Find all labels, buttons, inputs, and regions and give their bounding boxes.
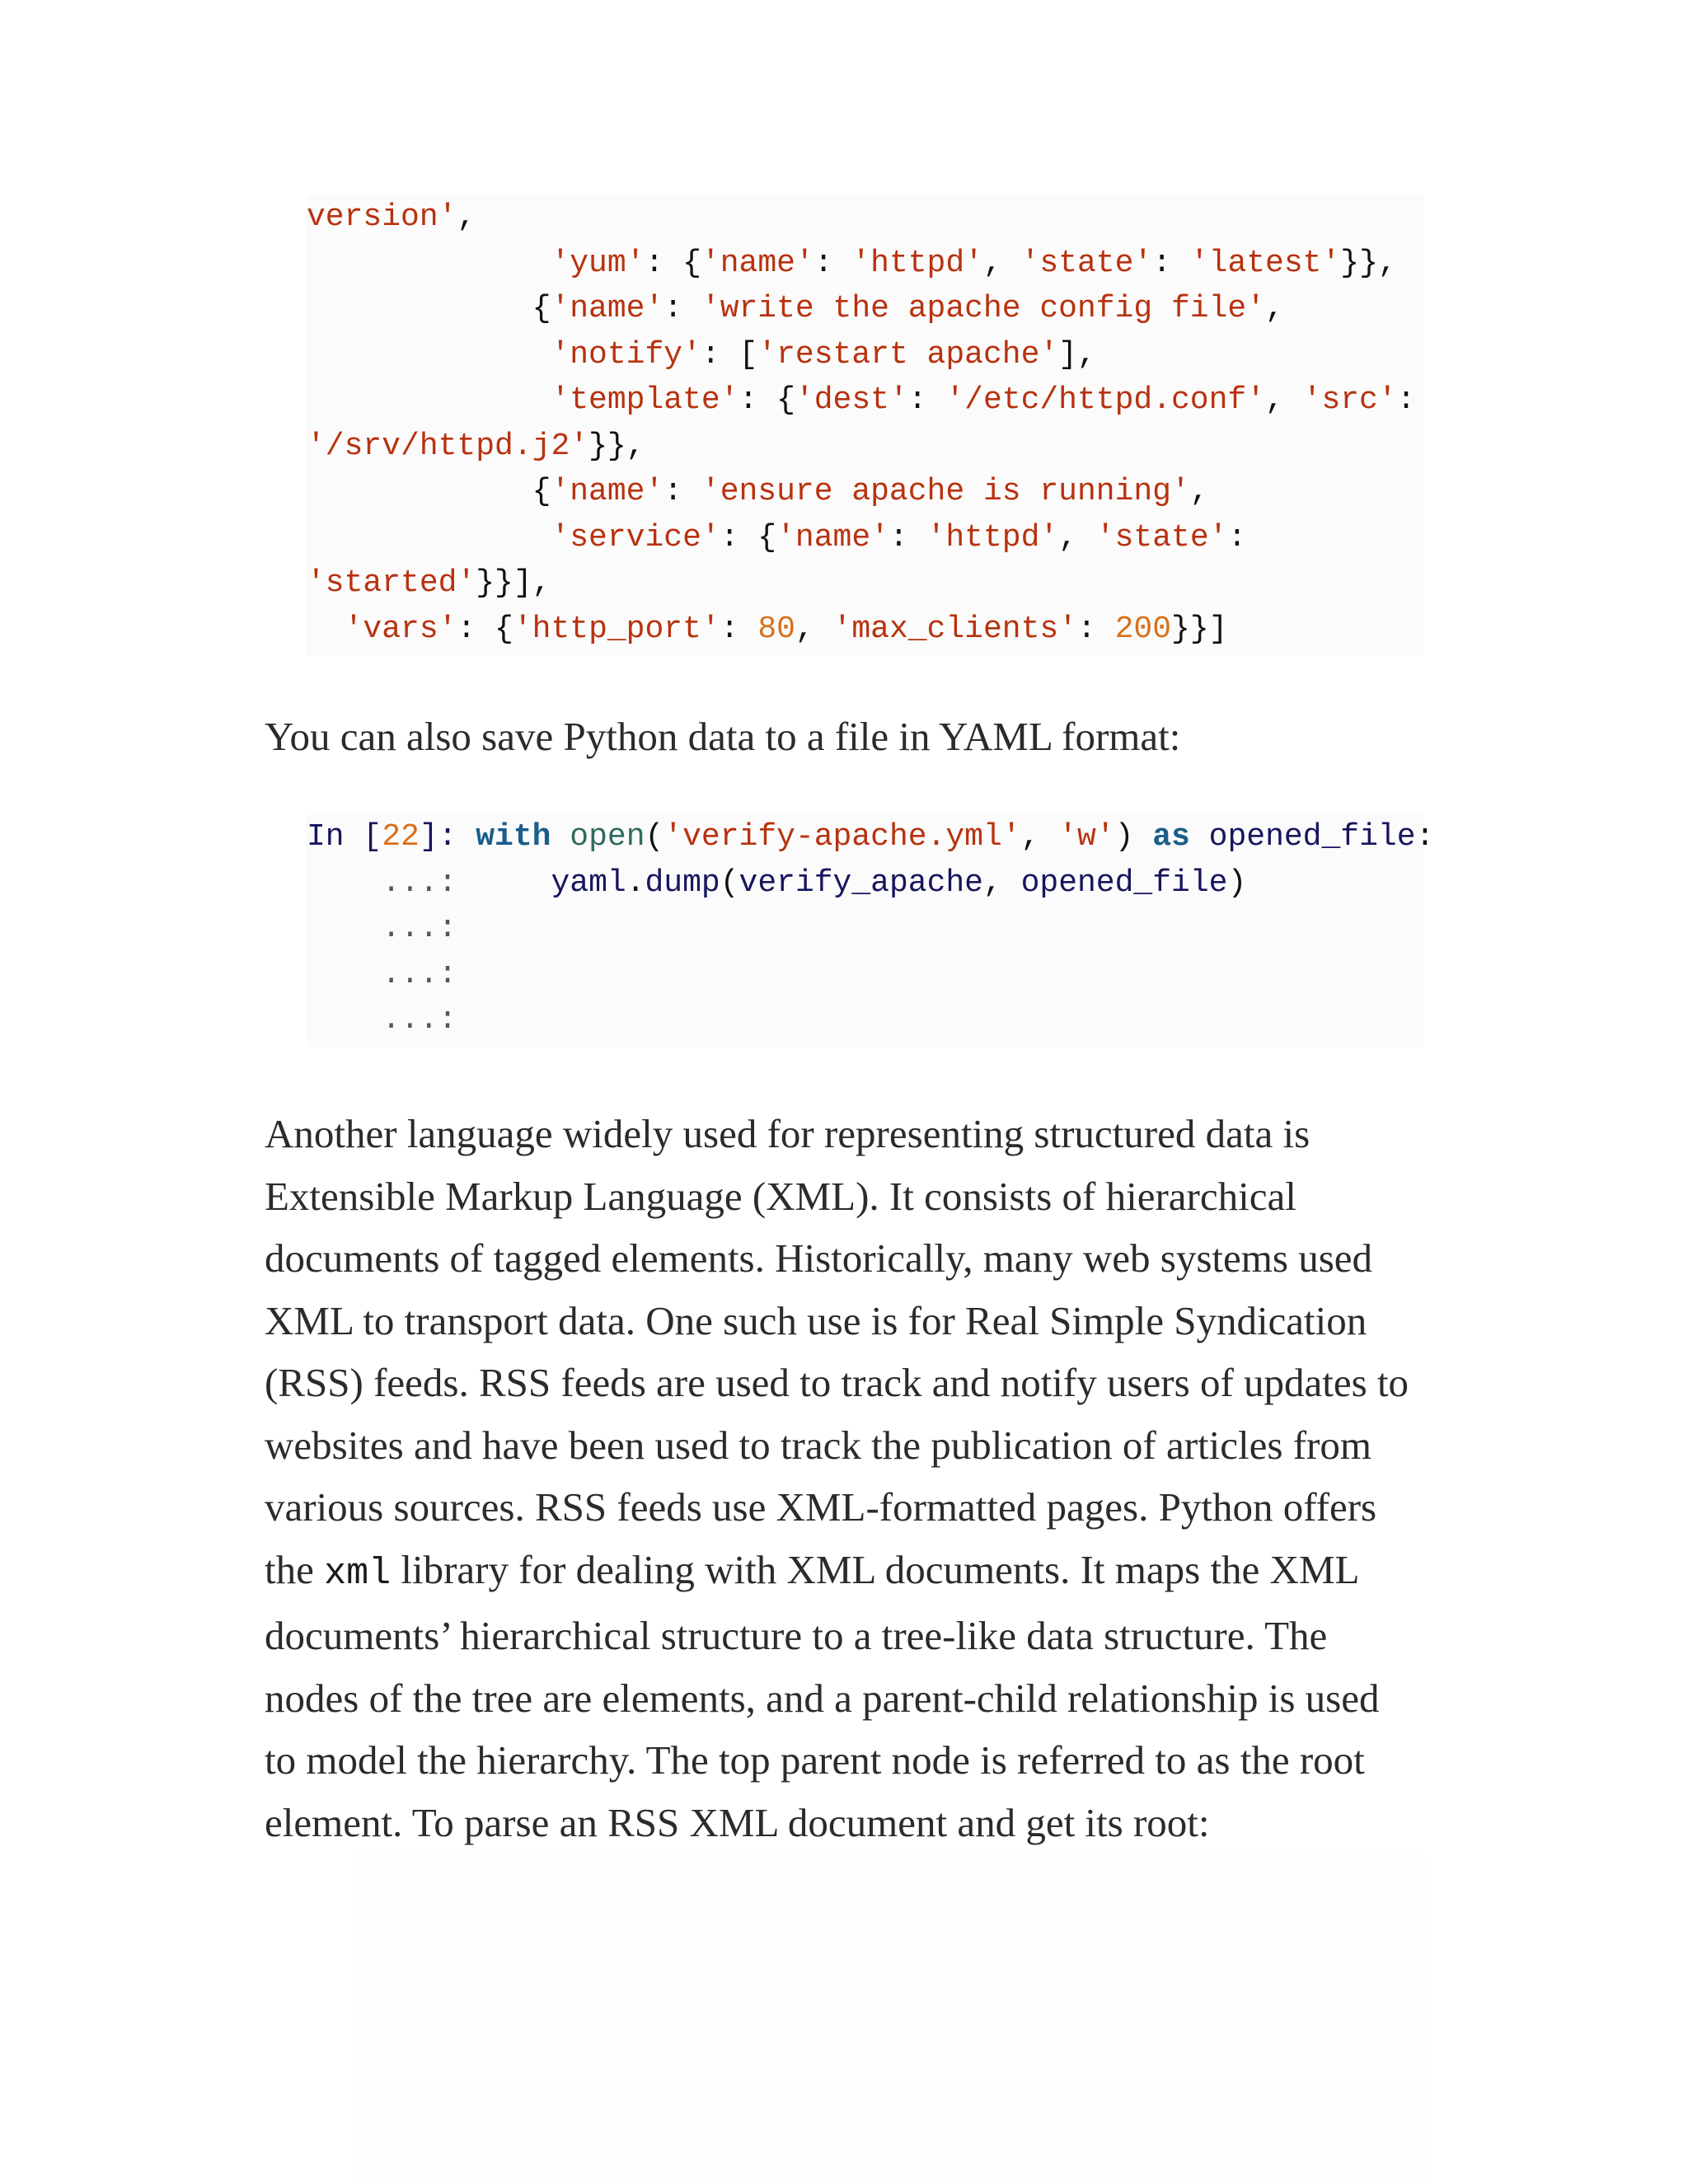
code-token: ]: (419, 819, 476, 855)
code-token: , (1265, 291, 1284, 326)
code-token: 'state' (1020, 245, 1153, 281)
code-token (307, 337, 551, 373)
code-token: yaml (551, 865, 626, 901)
code-token: { (307, 291, 551, 326)
code-token: , (795, 611, 833, 647)
code-line (307, 194, 1423, 241)
code-token: 'max_clients' (832, 611, 1077, 647)
code-token: }}] (1171, 611, 1228, 647)
code-token: 'latest' (1189, 245, 1341, 281)
code-block-yaml-dump (307, 814, 1435, 1047)
code-token (307, 246, 551, 281)
code-token: : { (457, 611, 513, 647)
code-token: 'template' (551, 382, 739, 418)
code-token (307, 520, 551, 555)
code-line (307, 607, 1423, 653)
code-token: 'restart apache' (757, 336, 1059, 373)
code-token: : (720, 611, 758, 647)
code-token: 200 (1114, 611, 1172, 647)
code-token: , (1265, 382, 1303, 418)
code-token: ) (1114, 819, 1153, 855)
inline-code-xml: xml (324, 1552, 392, 1595)
code-token: 'name' (551, 291, 664, 326)
code-token: 'vars' (344, 611, 457, 647)
code-token: 'ensure apache is running' (701, 474, 1190, 509)
code-token: opened_file (1020, 865, 1228, 901)
code-token: 'write the apache config file' (701, 291, 1266, 326)
code-token: : (814, 245, 852, 281)
code-token: ], (1058, 336, 1096, 373)
code-token: : { (645, 245, 701, 281)
code-token: 'httpd' (851, 245, 983, 281)
code-token: }}, (588, 428, 645, 464)
code-token: 'dest' (795, 382, 908, 418)
code-token: : (889, 519, 927, 555)
code-token: 'state' (1095, 519, 1228, 555)
code-line (307, 952, 1423, 998)
code-line (307, 814, 1435, 860)
code-token: ...: (307, 865, 457, 901)
code-token: : { (738, 382, 795, 418)
paragraph-text-after-code: library for dealing with XML documents. It maps the XML documents’ hierarchical structure to a tree-like data structure. The nodes of the tree are elements, and a parent-child relationship is used to model the hierarchy. The top parent node is referred to as the root element. To parse an RSS XML document and get its root: (265, 1546, 1380, 1845)
code-token: ...: (307, 911, 457, 946)
code-token: 80 (757, 611, 795, 647)
code-token: : (1415, 819, 1435, 855)
code-line (307, 560, 1423, 607)
code-token: { (307, 474, 551, 509)
code-token: 'yum' (551, 245, 645, 281)
code-token: 'http_port' (513, 611, 720, 647)
paragraph-xml-intro (265, 1103, 1418, 1854)
code-token: 'started' (307, 565, 476, 601)
code-token: with (476, 819, 551, 855)
code-token (457, 865, 551, 901)
code-line (307, 906, 1423, 952)
code-line (307, 286, 1423, 332)
code-token (551, 819, 570, 855)
code-token: verify_apache (738, 865, 983, 901)
code-token: : (1227, 519, 1247, 555)
code-token: 'service' (551, 519, 720, 555)
code-token: 'notify' (551, 336, 701, 373)
code-token: : [ (701, 336, 758, 373)
code-token: ) (1227, 865, 1247, 901)
code-token: 22 (382, 819, 420, 855)
code-token: version' (307, 199, 457, 235)
code-token: , (457, 199, 476, 235)
code-token: , (1020, 819, 1059, 855)
code-token: 'httpd' (926, 519, 1059, 555)
code-line (307, 469, 1423, 515)
code-line (307, 515, 1423, 561)
code-token: dump (645, 865, 720, 901)
code-token: 'name' (701, 245, 814, 281)
code-token: 'w' (1058, 819, 1115, 855)
code-line (307, 424, 1423, 470)
code-token: : (663, 474, 701, 509)
code-token: : { (720, 519, 777, 555)
code-token: ...: (307, 956, 457, 992)
code-line (307, 377, 1423, 424)
code-token: as (1152, 819, 1190, 855)
code-block-yaml-dict (307, 194, 1423, 656)
code-line (307, 860, 1423, 907)
code-token: }}, (1340, 245, 1397, 281)
code-token: open (570, 819, 645, 855)
code-token: 'verify-apache.yml' (663, 819, 1021, 855)
code-token: '/etc/httpd.conf' (945, 382, 1266, 418)
code-token: : (1152, 245, 1190, 281)
code-line (307, 332, 1423, 378)
code-token: 'name' (551, 474, 664, 509)
code-token: opened_file (1208, 819, 1416, 855)
paragraph-text-before-code: Another language widely used for representing structured data is Extensible Markup Language (XML). It consists of hierarchical documents of tagged elements. Historically, many web systems used XML to transport data. One such use is for Real Simple Syndication (RSS) feeds. RSS feeds are used to track and notify users of updates to websites and have been used to track the publication of articles from various sources. RSS feeds use XML-formatted pages. Python offers the (265, 1111, 1409, 1592)
paragraph-save-yaml: You can also save Python data to a file in YAML format: (265, 714, 1181, 759)
code-token: ...: (307, 1002, 457, 1038)
code-token: , (982, 245, 1021, 281)
code-token: , (1058, 519, 1096, 555)
code-line (307, 997, 1423, 1043)
code-token: In [ (307, 819, 382, 855)
code-token: 'src' (1302, 382, 1397, 418)
code-token: : (1076, 611, 1115, 647)
code-token: : (907, 382, 946, 418)
code-token: ( (645, 819, 664, 855)
code-token: . (626, 865, 645, 901)
code-token: , (982, 865, 1021, 901)
page-bottom-area (354, 1854, 1426, 2184)
code-token: : (663, 291, 701, 326)
code-token (1190, 819, 1209, 855)
code-token: ( (720, 865, 739, 901)
code-token: 'name' (776, 519, 889, 555)
code-token: '/srv/httpd.j2' (307, 428, 589, 464)
code-token (307, 382, 551, 418)
code-token: : (1396, 382, 1416, 418)
code-token (307, 612, 345, 647)
code-line (307, 241, 1423, 287)
code-token: }}], (476, 565, 551, 601)
code-token: , (1189, 474, 1209, 509)
